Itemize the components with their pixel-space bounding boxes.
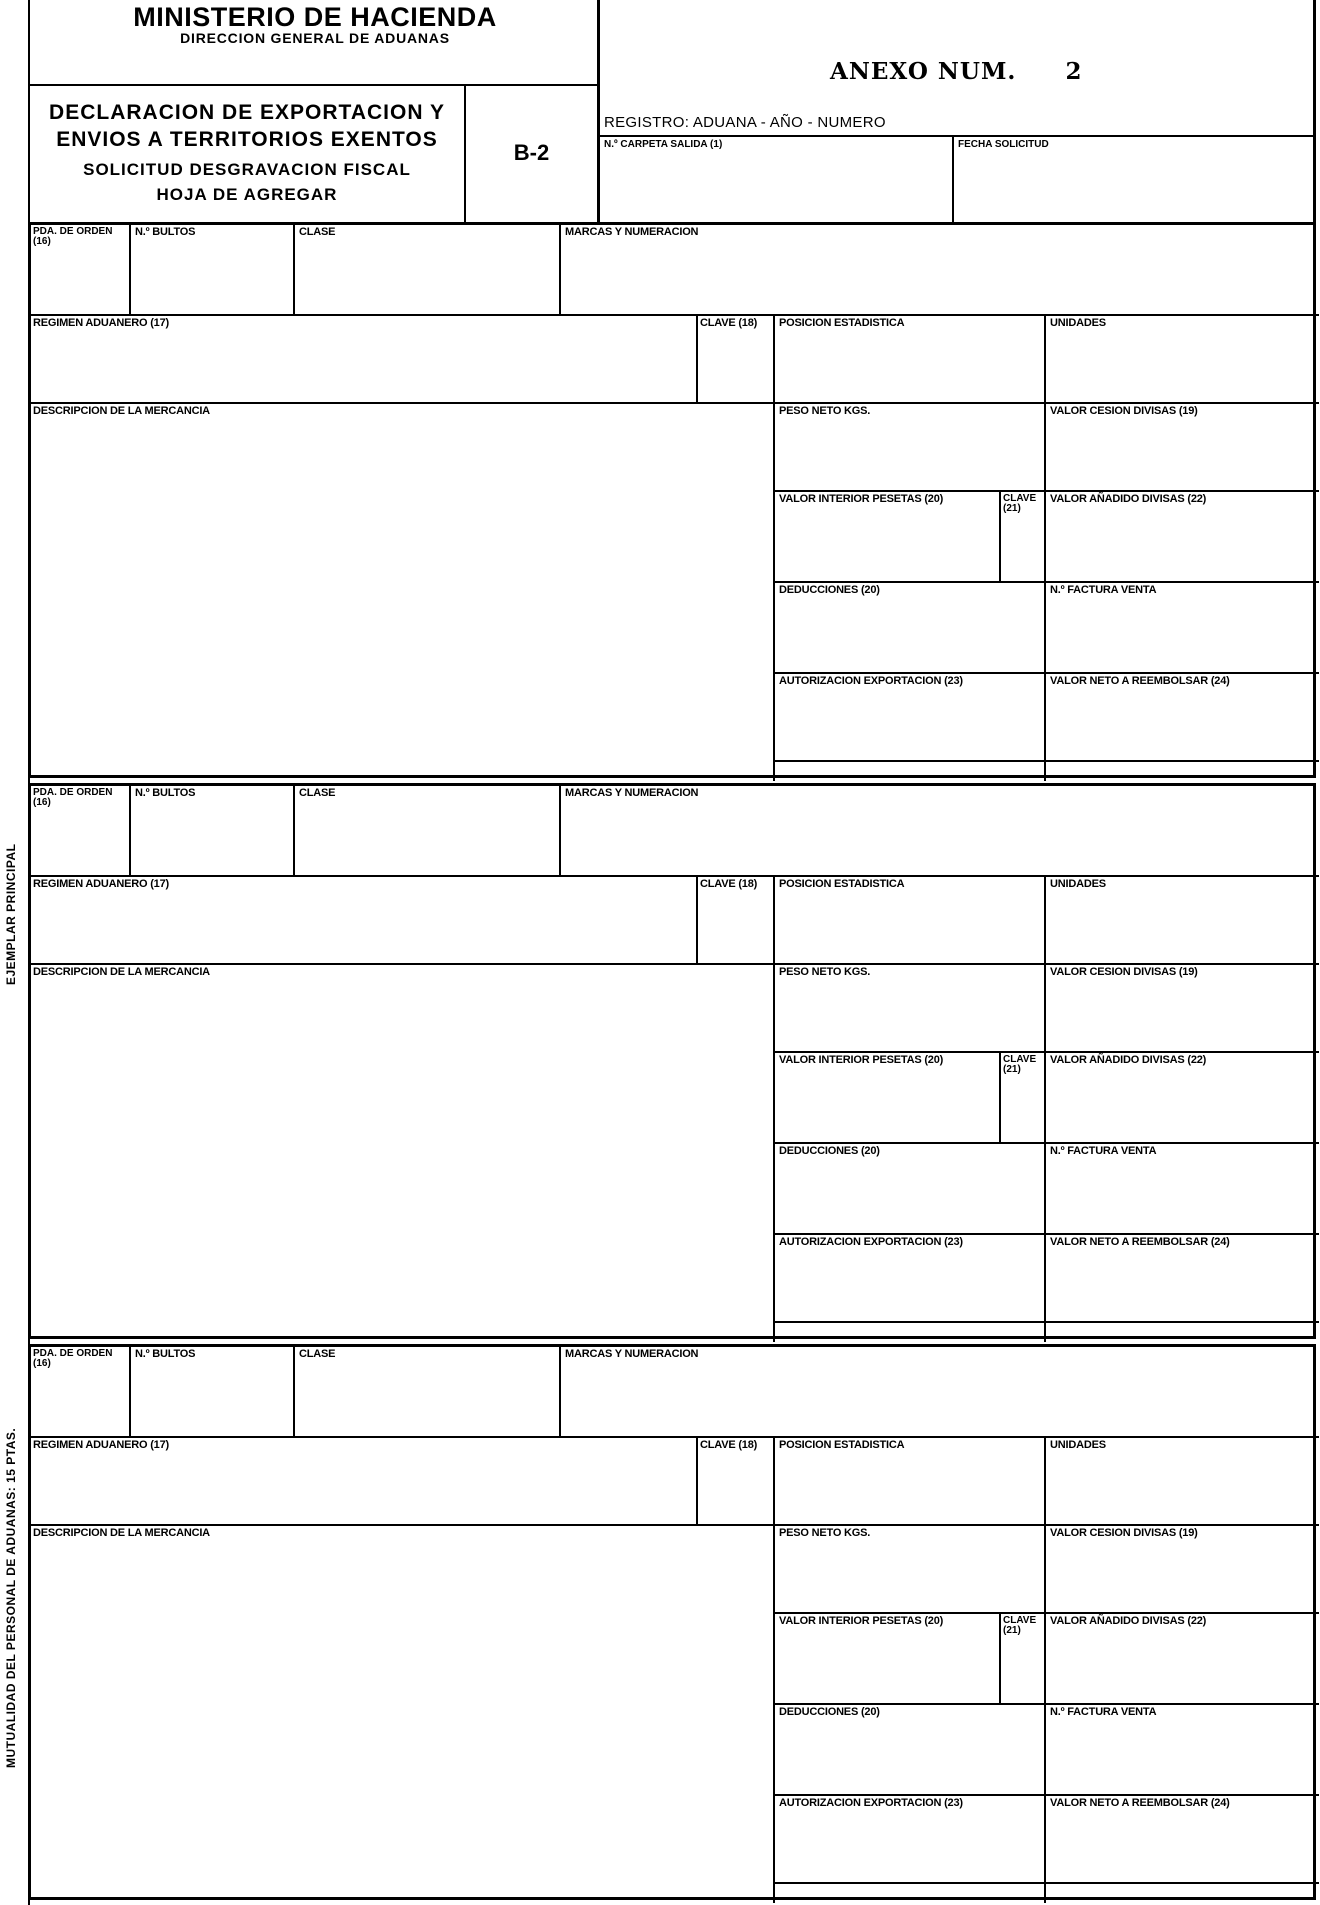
annex-text: ANEXO NUM.: [830, 58, 1017, 85]
units-field[interactable]: [1044, 314, 1319, 402]
added-value-label: VALOR AÑADIDO DIVISAS (22): [1050, 1054, 1207, 1066]
order-label: PDA. DE ORDEN (16): [33, 787, 113, 808]
invoice-field[interactable]: [1044, 581, 1319, 672]
units-label: UNIDADES: [1050, 878, 1106, 890]
declaration-line1: DECLARACION DE EXPORTACION Y: [49, 101, 445, 124]
description-field[interactable]: [31, 963, 773, 1342]
interior-value-label: VALOR INTERIOR PESETAS (20): [779, 1054, 944, 1066]
deductions-field[interactable]: [773, 1703, 1044, 1794]
net-weight-field[interactable]: [773, 963, 1044, 1051]
invoice-label: N.º FACTURA VENTA: [1050, 584, 1157, 596]
marks-label: MARCAS Y NUMERACION: [565, 1348, 699, 1360]
regime-field[interactable]: [31, 314, 696, 402]
interior-value-label: VALOR INTERIOR PESETAS (20): [779, 1615, 944, 1627]
currency-value-field[interactable]: [1044, 402, 1319, 490]
item-block-1: [28, 222, 1316, 778]
key18-label: CLAVE (18): [700, 878, 758, 890]
export-auth-label: AUTORIZACION EXPORTACION (23): [779, 675, 963, 687]
kind-label: CLASE: [299, 1348, 336, 1360]
currency-value-label: VALOR CESION DIVISAS (19): [1050, 966, 1198, 978]
invoice-label: N.º FACTURA VENTA: [1050, 1706, 1157, 1718]
stat-position-label: POSICION ESTADISTICA: [779, 317, 905, 329]
invoice-field[interactable]: [1044, 1703, 1319, 1794]
key18-field[interactable]: [696, 875, 773, 963]
currency-value-field[interactable]: [1044, 1524, 1319, 1612]
kind-field[interactable]: [293, 786, 559, 875]
currency-value-label: VALOR CESION DIVISAS (19): [1050, 1527, 1198, 1539]
invoice-label: N.º FACTURA VENTA: [1050, 1145, 1157, 1157]
added-value-label: VALOR AÑADIDO DIVISAS (22): [1050, 493, 1207, 505]
packages-label: N.º BULTOS: [135, 787, 196, 799]
mutual-label-vertical: MUTUALIDAD DEL PERSONAL DE ADUANAS: 15 PTAS.: [4, 1427, 18, 1768]
deductions-label: DEDUCCIONES (20): [779, 584, 880, 596]
added-value-field[interactable]: [1044, 1612, 1319, 1703]
item-block-2: [28, 783, 1316, 1339]
units-label: UNIDADES: [1050, 317, 1106, 329]
stat-position-field[interactable]: [773, 875, 1044, 963]
regime-field[interactable]: [31, 875, 696, 963]
key21-field[interactable]: [999, 1612, 1044, 1703]
directorate-subtitle: DIRECCION GENERAL DE ADUANAS: [180, 30, 450, 46]
key21-label: CLAVE (21): [1003, 1615, 1037, 1636]
interior-value-field[interactable]: [773, 490, 999, 581]
added-value-field[interactable]: [1044, 490, 1319, 581]
packages-field[interactable]: [129, 225, 293, 314]
stat-position-field[interactable]: [773, 1436, 1044, 1524]
declaration-line3: SOLICITUD DESGRAVACION FISCAL: [83, 160, 411, 179]
kind-field[interactable]: [293, 1347, 559, 1436]
added-value-field[interactable]: [1044, 1051, 1319, 1142]
added-value-label: VALOR AÑADIDO DIVISAS (22): [1050, 1615, 1207, 1627]
net-weight-field[interactable]: [773, 1524, 1044, 1612]
key21-label: CLAVE (21): [1003, 1054, 1037, 1075]
ministry-title: MINISTERIO DE HACIENDA: [133, 2, 497, 32]
date-label: FECHA SOLICITUD: [958, 139, 1049, 150]
currency-value-field[interactable]: [1044, 963, 1319, 1051]
packages-label: N.º BULTOS: [135, 1348, 196, 1360]
key18-label: CLAVE (18): [700, 1439, 758, 1451]
export-auth-label: AUTORIZACION EXPORTACION (23): [779, 1797, 963, 1809]
deductions-label: DEDUCCIONES (20): [779, 1145, 880, 1157]
description-field[interactable]: [31, 402, 773, 781]
export-auth-label: AUTORIZACION EXPORTACION (23): [779, 1236, 963, 1248]
key21-label: CLAVE (21): [1003, 493, 1037, 514]
refund-value-field[interactable]: [1044, 1794, 1319, 1903]
order-field[interactable]: [31, 1347, 129, 1436]
declaration-line4: HOJA DE AGREGAR: [156, 185, 338, 204]
registry-label: REGISTRO: ADUANA - AÑO - NUMERO: [604, 114, 886, 131]
deductions-field[interactable]: [773, 1142, 1044, 1233]
marks-label: MARCAS Y NUMERACION: [565, 787, 699, 799]
folder-label: N.º CARPETA SALIDA (1): [604, 139, 723, 150]
order-field[interactable]: [31, 225, 129, 314]
marks-field[interactable]: [559, 786, 1319, 875]
stat-position-label: POSICION ESTADISTICA: [779, 878, 905, 890]
deductions-field[interactable]: [773, 581, 1044, 672]
regime-label: REGIMEN ADUANERO (17): [33, 878, 169, 890]
form-code: B-2: [513, 140, 550, 165]
refund-value-label: VALOR NETO A REEMBOLSAR (24): [1050, 1236, 1230, 1248]
packages-label: N.º BULTOS: [135, 226, 196, 238]
description-label: DESCRIPCION DE LA MERCANCIA: [33, 966, 210, 978]
marks-field[interactable]: [559, 1347, 1319, 1436]
order-label: PDA. DE ORDEN (16): [33, 1348, 113, 1369]
net-weight-field[interactable]: [773, 402, 1044, 490]
order-field[interactable]: [31, 786, 129, 875]
packages-field[interactable]: [129, 786, 293, 875]
interior-value-field[interactable]: [773, 1051, 999, 1142]
stat-position-label: POSICION ESTADISTICA: [779, 1439, 905, 1451]
description-field[interactable]: [31, 1524, 773, 1903]
net-weight-label: PESO NETO KGS.: [779, 1527, 871, 1539]
units-label: UNIDADES: [1050, 1439, 1106, 1451]
marks-label: MARCAS Y NUMERACION: [565, 226, 699, 238]
refund-value-label: VALOR NETO A REEMBOLSAR (24): [1050, 675, 1230, 687]
interior-value-field[interactable]: [773, 1612, 999, 1703]
declaration-line2: ENVIOS A TERRITORIOS EXENTOS: [56, 128, 438, 151]
description-label: DESCRIPCION DE LA MERCANCIA: [33, 405, 210, 417]
annex-label: [830, 58, 1082, 85]
units-field[interactable]: [1044, 1436, 1319, 1524]
refund-value-field[interactable]: [1044, 672, 1319, 781]
units-field[interactable]: [1044, 875, 1319, 963]
refund-value-label: VALOR NETO A REEMBOLSAR (24): [1050, 1797, 1230, 1809]
key18-field[interactable]: [696, 314, 773, 402]
export-auth-field[interactable]: [773, 1794, 1044, 1903]
packages-field[interactable]: [129, 1347, 293, 1436]
item-block-3: [28, 1344, 1316, 1900]
export-auth-field[interactable]: [773, 1233, 1044, 1342]
annex-number: 2: [1065, 58, 1083, 85]
regime-label: REGIMEN ADUANERO (17): [33, 317, 169, 329]
export-auth-field[interactable]: [773, 672, 1044, 781]
description-label: DESCRIPCION DE LA MERCANCIA: [33, 1527, 210, 1539]
kind-label: CLASE: [299, 226, 336, 238]
regime-label: REGIMEN ADUANERO (17): [33, 1439, 169, 1451]
currency-value-label: VALOR CESION DIVISAS (19): [1050, 405, 1198, 417]
interior-value-label: VALOR INTERIOR PESETAS (20): [779, 493, 944, 505]
refund-value-field[interactable]: [1044, 1233, 1319, 1342]
copy-label-vertical: EJEMPLAR PRINCIPAL: [4, 843, 18, 985]
deductions-label: DEDUCCIONES (20): [779, 1706, 880, 1718]
stat-position-field[interactable]: [773, 314, 1044, 402]
key18-field[interactable]: [696, 1436, 773, 1524]
regime-field[interactable]: [31, 1436, 696, 1524]
kind-label: CLASE: [299, 787, 336, 799]
kind-field[interactable]: [293, 225, 559, 314]
key21-field[interactable]: [999, 490, 1044, 581]
key21-field[interactable]: [999, 1051, 1044, 1142]
net-weight-label: PESO NETO KGS.: [779, 405, 871, 417]
key18-label: CLAVE (18): [700, 317, 758, 329]
order-label: PDA. DE ORDEN (16): [33, 226, 113, 247]
invoice-field[interactable]: [1044, 1142, 1319, 1233]
marks-field[interactable]: [559, 225, 1319, 314]
net-weight-label: PESO NETO KGS.: [779, 966, 871, 978]
